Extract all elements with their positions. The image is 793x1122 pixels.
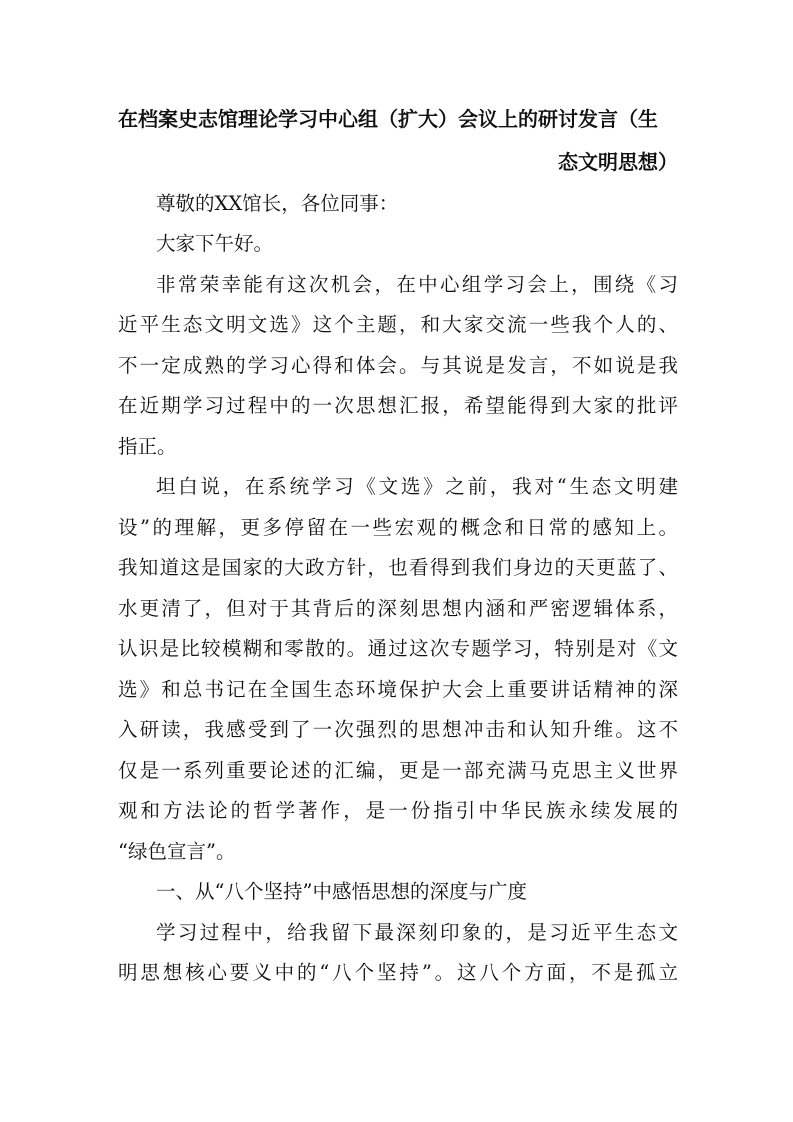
document-title-line-1: 在档案史志馆理论学习中心组（扩大）会议上的研讨发言（生 [118, 107, 658, 131]
paragraph-line: 我知道这是国家的大政方针，也看得到我们身边的天更蓝了、 [118, 556, 678, 579]
paragraph-line: 认识是比较模糊和零散的。通过这次专题学习，特别是对《文 [118, 637, 678, 660]
paragraph-line: 非常荣幸能有这次机会，在中心组学习会上，围绕《习 [156, 273, 678, 296]
paragraph-line: 坦白说，在系统学习《文选》之前，我对“生态文明建 [156, 475, 678, 498]
paragraph-line: 选》和总书记在全国生态环境保护大会上重要讲话精神的深 [118, 678, 678, 701]
paragraph-line: 设”的理解，更多停留在一些宏观的概念和日常的感知上。 [118, 516, 678, 539]
paragraph-line: 学习过程中，给我留下最深刻印象的，是习近平生态文 [156, 921, 678, 944]
paragraph-line: 指正。 [118, 435, 177, 458]
paragraph-line: 不一定成熟的学习心得和体会。与其说是发言，不如说是我 [118, 354, 678, 377]
paragraph-line: 入研读，我感受到了一次强烈的思想冲击和认知升维。这不 [118, 718, 678, 741]
paragraph-line: “绿色宣言”。 [118, 840, 236, 863]
greeting: 大家下午好。 [156, 232, 274, 255]
paragraph-line: 近平生态文明文选》这个主题，和大家交流一些我个人的、 [118, 313, 678, 336]
paragraph-line: 在近期学习过程中的一次思想汇报，希望能得到大家的批评 [118, 394, 678, 417]
paragraph-line: 明思想核心要义中的“八个坚持”。这八个方面，不是孤立 [118, 961, 678, 984]
salutation: 尊敬的XX馆长，各位同事： [156, 192, 399, 215]
paragraph-line: 水更清了，但对于其背后的深刻思想内涵和严密逻辑体系， [118, 597, 678, 620]
paragraph-line: 仅是一系列重要论述的汇编，更是一部充满马克思主义世界 [118, 759, 678, 782]
document-title-line-2: 态文明思想） [558, 150, 678, 174]
section-heading: 一、从“八个坚持”中感悟思想的深度与广度 [156, 880, 527, 903]
paragraph-line: 观和方法论的哲学著作，是一份指引中华民族永续发展的 [118, 799, 678, 822]
